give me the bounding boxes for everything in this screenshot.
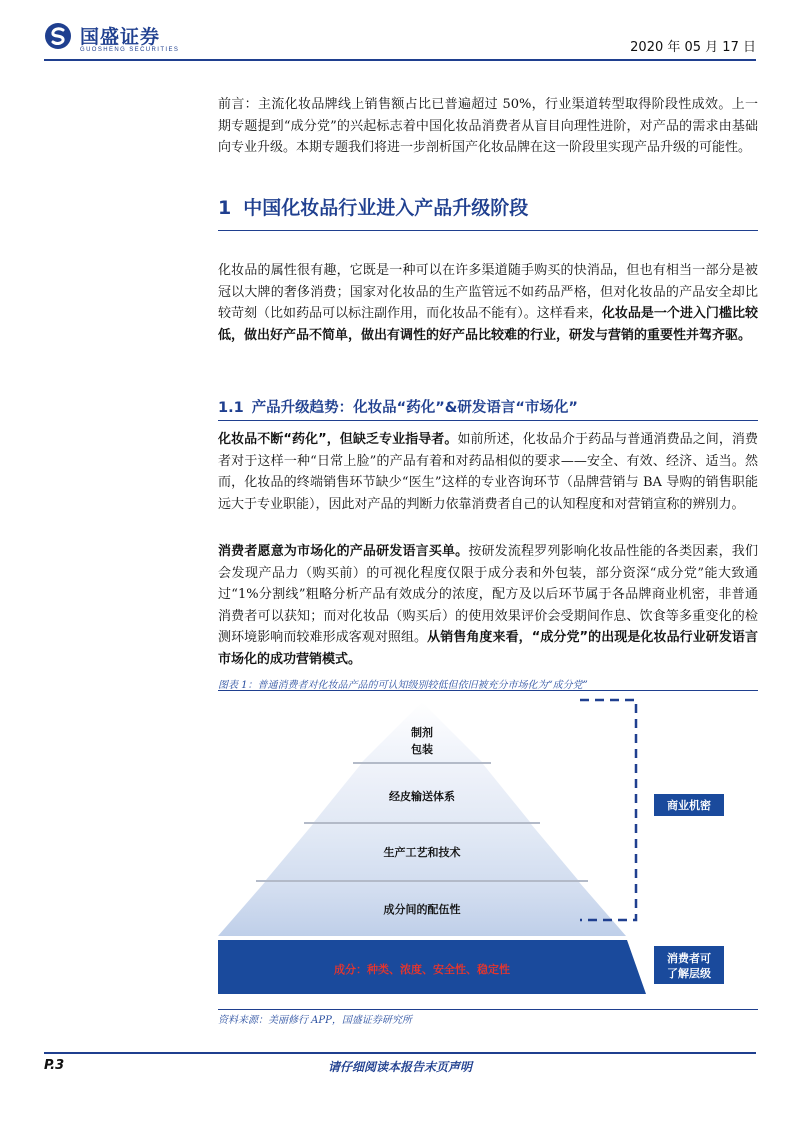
- report-date: 2020 年 05 月 17 日: [630, 40, 756, 55]
- paragraph-market-language: [218, 541, 758, 670]
- section-1-title: 中国化妆品行业进入产品升级阶段: [243, 197, 529, 219]
- guosheng-logo-icon: [44, 22, 72, 50]
- consumer-level-label-line1: 消费者可: [667, 952, 711, 965]
- section-1-emphasis: 化妆品是一个进入门槛比较低，做出好产品不简单，做出有调性的好产品比较难的行业，研发与营销的重要性并驾齐驱。: [218, 306, 758, 343]
- business-secret-label: 商业机密: [667, 799, 711, 812]
- intro-paragraph: 前言：主流化妆品牌线上销售额占比已普遍超过 50%，行业渠道转型取得阶段性成效。上一期专题提到“成分党”的兴起标志着中国化妆品消费者从盲目向理性进阶，对产品的需求由基础向专业升级。本期专题我们将进一步剖析国产化妆品牌在这一阶段里实现产品升级的可能性。: [218, 97, 758, 155]
- section-1-1-title: 产品升级趋势：化妆品“药化”&研发语言“市场化”: [251, 400, 578, 416]
- figure-bottom-rule: [218, 1009, 758, 1010]
- section-1-number: 1: [218, 197, 232, 219]
- business-secret-bracket: [580, 700, 636, 920]
- footer-disclaimer: 请仔细阅读本报告末页声明: [327, 1060, 472, 1074]
- pyramid-label-delivery: 经皮输送体系: [389, 790, 455, 803]
- figure-caption: 图表 1：普通消费者对化妆品产品的可认知级别较低但依旧被充分市场化为“成分党”: [218, 680, 588, 691]
- section-1-paragraph: [218, 260, 758, 346]
- footer-divider: [44, 1052, 756, 1054]
- brand-subtitle: GUOSHENG SECURITIES: [80, 47, 180, 53]
- brand-name: 国盛证券: [80, 26, 161, 48]
- section-1-1-divider: [218, 420, 758, 421]
- figure-top-rule: [218, 690, 758, 691]
- section-1-text: 化妆品的属性很有趣，它既是一种可以在许多渠道随手购买的快消品，但也有相当一部分是被冠以大牌的奢侈消费；国家对化妆品的生产监管远不如药品严格，但对化妆品的产品安全却比较苛刻（比如药品可以标注副作用，而化妆品不能有）。这样看来，: [218, 263, 758, 321]
- pyramid-label-formulation: 制剂: [411, 726, 433, 739]
- paragraph-market-language-text: 按研发流程罗列影响化妆品性能的各类因素，我们会发现产品力（购买前）的可视化程度仅限于成分表和外包装，部分资深“成分党”能大致通过“1%分割线”粗略分析产品有效成分的浓度，配方及以后环节属于各品牌商业机密，非普通消费者可以获知；而对化妆品（购买后）的使用效果评价会受期间作息、饮食等多重变化的检测环境影响而较难形成客观对照组。: [218, 544, 758, 645]
- pyramid-label-compatibility: 成分间的配伍性: [383, 903, 461, 916]
- section-1-divider: [218, 230, 758, 231]
- section-1-1-number: 1.1: [218, 400, 244, 416]
- pyramid-label-process: 生产工艺和技术: [383, 846, 461, 859]
- paragraph-medicalization: [218, 429, 758, 515]
- header-divider: [44, 59, 756, 61]
- paragraph-market-language-lead: 消费者愿意为市场化的产品研发语言买单。: [218, 544, 469, 559]
- figure-source: 资料来源：美丽修行 APP，国盛证券研究所: [218, 1015, 412, 1026]
- section-1-1-heading: [218, 396, 578, 417]
- cosmetics-pyramid-diagram: [218, 692, 758, 1008]
- paragraph-market-language-conclusion: 从销售角度来看，“成分党”的出现是化妆品行业研发语言市场化的成功营销模式。: [218, 630, 758, 667]
- paragraph-medicalization-lead: 化妆品不断“药化”，但缺乏专业指导者。: [218, 432, 458, 447]
- pyramid-label-packaging: 包装: [411, 743, 433, 756]
- consumer-level-label-line2: 了解层级: [667, 967, 711, 980]
- section-1-heading: [218, 193, 528, 220]
- pyramid-label-ingredients: 成分：种类、浓度、安全性、稳定性: [334, 963, 510, 976]
- page-number: P.3: [44, 1058, 65, 1073]
- paragraph-medicalization-text: 如前所述，化妆品介于药品与普通消费品之间，消费者对于这样一种“日常上脸”的产品有着和对药品相似的要求——安全、有效、经济、适当。然而，化妆品的终端销售环节缺少“医生”这样的专业咨询环节（品牌营销与 BA 导购的销售职能远大于专业职能），因此对产品的判断力依靠消费者自己的认知程度和对营销宣称的辨别力。: [218, 432, 758, 512]
